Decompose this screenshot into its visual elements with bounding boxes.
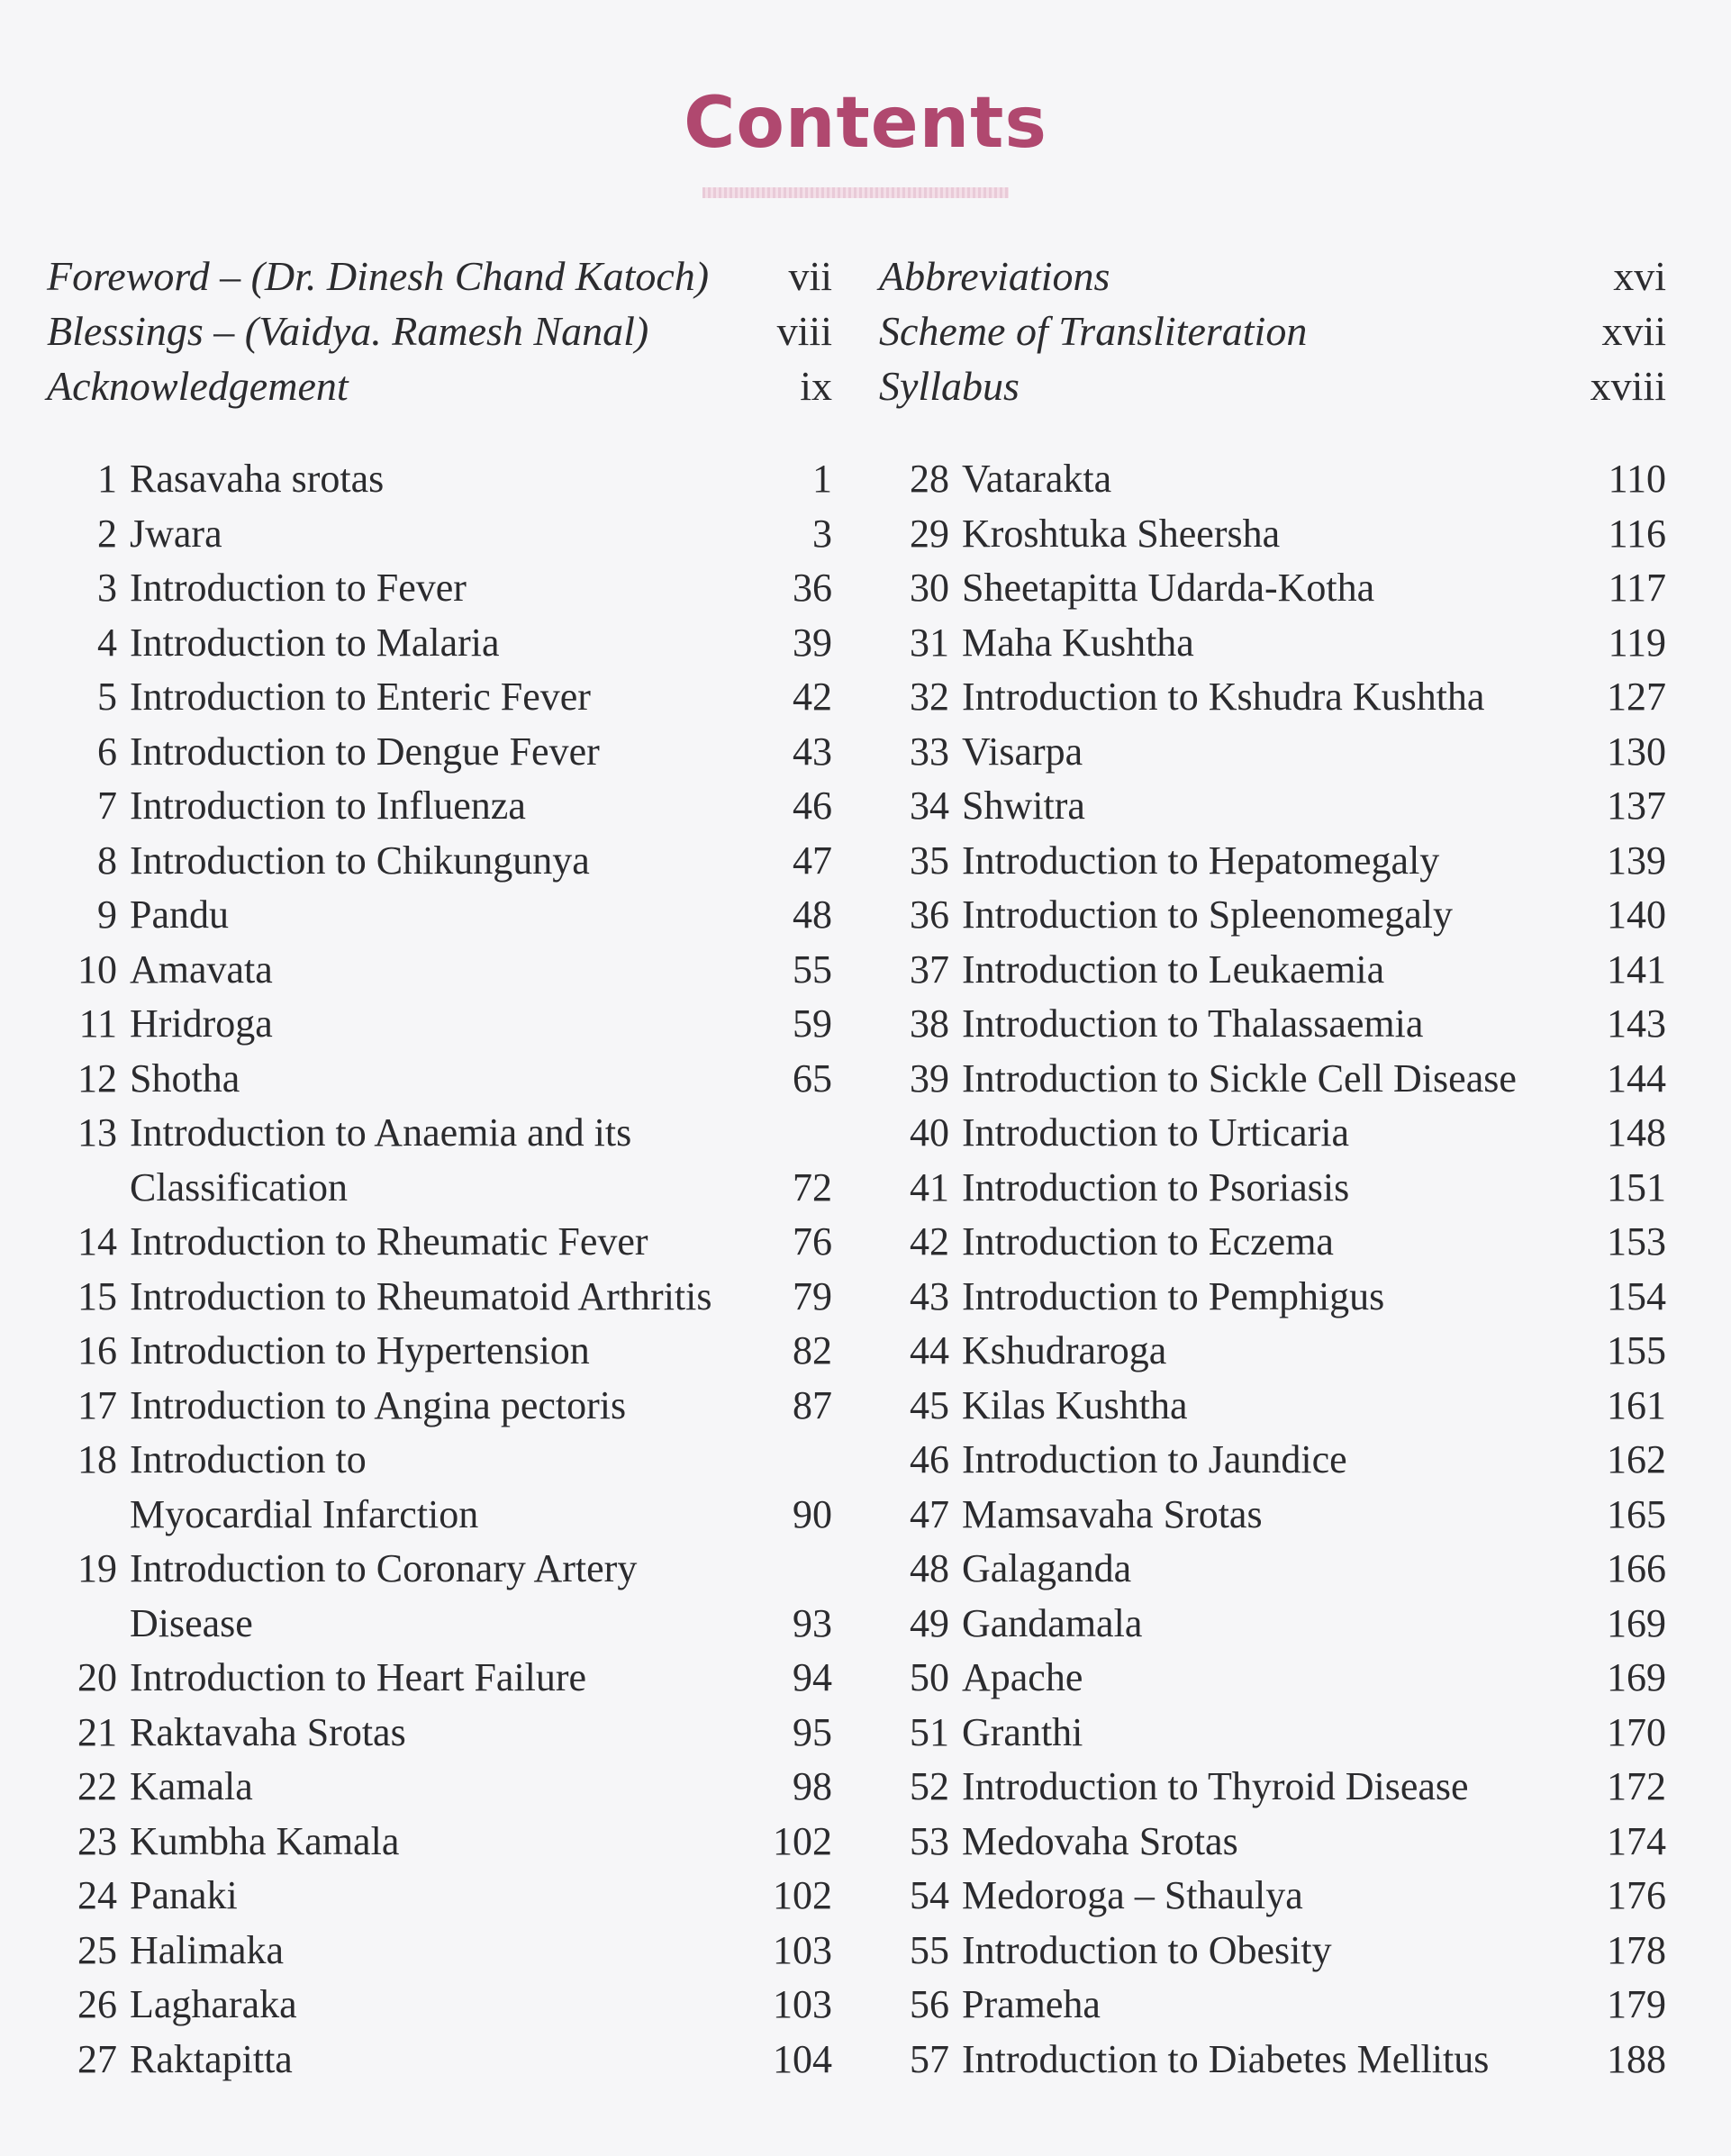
chapter-row — [879, 1760, 1666, 1815]
chapter-number: 29 — [910, 511, 949, 556]
chapter-page: 117 — [1608, 566, 1666, 610]
chapter-title: Introduction to Thyroid Disease — [962, 1764, 1469, 1808]
chapter-title: Maha Kushtha — [962, 620, 1194, 665]
chapter-page: 179 — [1607, 1982, 1666, 2026]
chapter-page: 130 — [1607, 729, 1666, 774]
entry-page: viii — [776, 308, 832, 354]
chapter-list-left — [47, 452, 832, 2087]
chapter-row — [47, 1651, 832, 1706]
chapter-row — [879, 561, 1666, 616]
chapter-title: Raktavaha Srotas — [130, 1709, 406, 1754]
chapter-page: 76 — [793, 1219, 832, 1264]
chapter-title: Pandu — [130, 892, 229, 937]
chapter-page: 90 — [793, 1491, 832, 1536]
chapter-title: Introduction to Rheumatoid Arthritis — [130, 1273, 712, 1318]
chapter-page: 169 — [1607, 1600, 1666, 1645]
entry-page: ix — [800, 363, 832, 409]
chapter-number: 17 — [77, 1382, 117, 1427]
chapter-page: 137 — [1607, 784, 1666, 828]
chapter-number: 22 — [77, 1764, 117, 1808]
chapter-number: 37 — [910, 947, 949, 992]
chapter-title: Introduction to Coronary Artery — [130, 1546, 638, 1590]
chapter-row-continuation — [47, 1597, 832, 1652]
chapter-page: 188 — [1607, 2036, 1666, 2081]
chapter-page: 55 — [793, 947, 832, 992]
chapter-number: 6 — [97, 729, 117, 774]
chapter-number: 31 — [910, 620, 949, 665]
chapter-title: Introduction to Psoriasis — [962, 1164, 1350, 1209]
entry-page: xvi — [1613, 253, 1666, 299]
chapter-number: 56 — [910, 1982, 949, 2026]
chapter-row — [879, 1869, 1666, 1924]
chapter-title: Prameha — [962, 1982, 1101, 2026]
chapter-page: 59 — [793, 1001, 832, 1046]
chapter-number: 19 — [77, 1546, 117, 1590]
chapter-page: 87 — [793, 1382, 832, 1427]
chapter-number: 23 — [77, 1818, 117, 1863]
chapter-page: 79 — [793, 1273, 832, 1318]
chapter-row — [47, 1978, 832, 2033]
chapter-row — [47, 997, 832, 1052]
chapter-row — [879, 1651, 1666, 1706]
chapter-row — [47, 1924, 832, 1979]
page-title: Contents — [684, 83, 1047, 164]
chapter-row — [879, 2033, 1666, 2088]
chapter-title: Introduction to Jaundice — [962, 1437, 1347, 1481]
chapter-row — [879, 725, 1666, 780]
chapter-title: Introduction to Hypertension — [130, 1328, 590, 1372]
chapter-page: 174 — [1607, 1818, 1666, 1863]
front-matter-left — [47, 252, 832, 417]
chapter-title: Galaganda — [962, 1546, 1132, 1590]
chapter-number: 42 — [910, 1219, 949, 1264]
chapter-title: Lagharaka — [130, 1982, 297, 2026]
entry-title: Acknowledgement — [47, 363, 349, 409]
chapter-row — [47, 1052, 832, 1107]
chapter-title: Introduction to Sickle Cell Disease — [962, 1055, 1517, 1101]
chapter-title: Introduction to Rheumatic Fever — [130, 1219, 648, 1264]
chapter-page: 42 — [793, 675, 832, 719]
chapter-row — [879, 1161, 1666, 1216]
chapter-title: Introduction to — [130, 1437, 367, 1481]
front-matter-entry — [879, 252, 1666, 307]
chapter-page: 102 — [773, 1873, 832, 1917]
chapter-page: 103 — [773, 1927, 832, 1972]
chapter-title: Introduction to Pemphigus — [962, 1273, 1385, 1318]
chapter-number: 28 — [910, 457, 949, 501]
chapter-number: 13 — [77, 1110, 117, 1155]
chapter-row — [879, 1379, 1666, 1434]
chapter-row — [47, 1869, 832, 1924]
entry-title: Blessings – (Vaidya. Ramesh Nanal) — [47, 308, 649, 354]
chapter-page: 36 — [793, 566, 832, 610]
chapter-title: Kroshtuka Sheersha — [962, 511, 1281, 556]
chapter-title: Introduction to Hepatomegaly — [962, 838, 1440, 883]
chapter-title: Vatarakta — [962, 457, 1112, 501]
chapter-number: 44 — [910, 1328, 949, 1372]
chapter-row — [47, 670, 832, 725]
chapter-row — [47, 616, 832, 671]
chapter-row — [47, 1706, 832, 1761]
chapter-number: 57 — [910, 2036, 949, 2081]
chapter-page: 72 — [793, 1164, 832, 1209]
chapter-number: 11 — [78, 1001, 117, 1046]
chapter-number: 30 — [910, 566, 949, 610]
chapter-number: 16 — [77, 1328, 117, 1372]
chapter-title: Introduction to Diabetes Mellitus — [962, 2036, 1490, 2081]
chapter-number: 38 — [910, 1001, 949, 1046]
chapter-row — [47, 452, 832, 507]
chapter-row — [47, 1106, 832, 1161]
chapter-row-continuation — [47, 1161, 832, 1216]
chapter-number: 27 — [77, 2036, 117, 2081]
chapter-number: 9 — [97, 892, 117, 937]
chapter-title: Rasavaha srotas — [130, 457, 385, 501]
chapter-number: 46 — [910, 1437, 949, 1481]
chapter-title: Visarpa — [962, 729, 1083, 774]
chapter-title: Introduction to Eczema — [962, 1219, 1334, 1264]
chapter-title: Sheetapitta Udarda-Kotha — [962, 566, 1375, 610]
chapter-row — [879, 1542, 1666, 1597]
chapter-title: Jwara — [130, 511, 222, 556]
chapter-page: 161 — [1607, 1382, 1666, 1427]
entry-title: Scheme of Transliteration — [879, 308, 1308, 354]
chapter-number: 7 — [97, 784, 117, 828]
chapter-title: Introduction to Leukaemia — [962, 947, 1385, 992]
chapter-number: 34 — [910, 784, 949, 828]
chapter-title: Kilas Kushtha — [962, 1382, 1188, 1427]
chapter-title: Introduction to Anaemia and its — [130, 1110, 632, 1155]
chapter-title: Introduction to Influenza — [130, 784, 526, 828]
chapter-number: 53 — [910, 1818, 949, 1863]
chapter-page: 93 — [793, 1600, 832, 1645]
chapter-row — [47, 1433, 832, 1488]
chapter-number: 3 — [97, 566, 117, 610]
chapter-title: Introduction to Kshudra Kushtha — [962, 675, 1485, 719]
chapter-page: 140 — [1607, 892, 1666, 937]
chapter-title: Classification — [130, 1164, 348, 1209]
chapter-number: 18 — [77, 1437, 117, 1481]
chapter-row — [879, 1215, 1666, 1270]
entry-title: Syllabus — [879, 363, 1020, 409]
front-matter-entry — [879, 307, 1666, 362]
chapter-row — [47, 943, 832, 998]
chapter-title: Amavata — [130, 947, 273, 992]
chapter-title: Mamsavaha Srotas — [962, 1491, 1263, 1536]
chapter-title: Introduction to Heart Failure — [130, 1655, 587, 1699]
chapter-title: Introduction to Fever — [130, 566, 467, 610]
chapter-row — [879, 1433, 1666, 1488]
chapter-row — [47, 2033, 832, 2088]
chapter-page: 143 — [1607, 1001, 1666, 1046]
title-underline — [702, 187, 1009, 198]
chapter-number: 39 — [910, 1055, 949, 1101]
chapter-page: 116 — [1608, 511, 1666, 556]
chapter-title: Shwitra — [962, 784, 1085, 828]
chapter-page: 144 — [1607, 1055, 1666, 1101]
chapter-row — [879, 943, 1666, 998]
chapter-page: 95 — [793, 1709, 832, 1754]
chapter-number: 25 — [77, 1927, 117, 1972]
chapter-title: Introduction to Urticaria — [962, 1110, 1350, 1155]
chapter-page: 82 — [793, 1328, 832, 1372]
chapter-title: Introduction to Spleenomegaly — [962, 892, 1453, 937]
chapter-page: 166 — [1607, 1546, 1666, 1590]
chapter-number: 4 — [97, 620, 117, 665]
chapter-page: 43 — [793, 729, 832, 774]
front-matter-entry — [47, 362, 832, 417]
chapter-title: Myocardial Infarction — [130, 1491, 479, 1536]
chapter-number: 49 — [910, 1600, 949, 1645]
chapter-row — [47, 1270, 832, 1325]
chapter-number: 45 — [910, 1382, 949, 1427]
chapter-page: 39 — [793, 620, 832, 665]
chapter-row — [879, 1270, 1666, 1325]
chapter-row — [879, 1924, 1666, 1979]
front-matter-entry — [879, 362, 1666, 417]
chapter-page: 165 — [1607, 1491, 1666, 1536]
chapter-number: 20 — [77, 1655, 117, 1699]
chapter-number: 2 — [97, 511, 117, 556]
chapter-row — [47, 507, 832, 562]
chapter-row — [47, 1324, 832, 1379]
chapter-number: 36 — [910, 892, 949, 937]
chapter-page: 102 — [773, 1818, 832, 1863]
chapter-row-continuation — [47, 1488, 832, 1543]
chapter-page: 178 — [1607, 1927, 1666, 1972]
chapter-title: Kamala — [130, 1764, 253, 1808]
chapter-title: Panaki — [130, 1873, 238, 1917]
chapter-row — [879, 1324, 1666, 1379]
chapter-page: 176 — [1607, 1873, 1666, 1917]
chapter-number: 48 — [910, 1546, 949, 1590]
chapter-row — [47, 1215, 832, 1270]
chapter-title: Kumbha Kamala — [130, 1818, 400, 1863]
chapter-row — [879, 670, 1666, 725]
chapter-number: 41 — [910, 1164, 949, 1209]
chapter-number: 33 — [910, 729, 949, 774]
entry-title: Abbreviations — [879, 253, 1110, 299]
front-matter-right — [879, 252, 1666, 417]
chapter-number: 52 — [910, 1764, 949, 1808]
chapter-number: 24 — [77, 1873, 117, 1917]
chapter-title: Gandamala — [962, 1600, 1143, 1645]
chapter-number: 10 — [77, 947, 117, 992]
chapter-row — [879, 834, 1666, 889]
chapter-list-right — [879, 452, 1666, 2087]
chapter-page: 170 — [1607, 1709, 1666, 1754]
chapter-number: 5 — [97, 675, 117, 719]
chapter-row — [47, 1760, 832, 1815]
chapter-page: 3 — [812, 511, 832, 556]
chapter-title: Kshudraroga — [962, 1328, 1167, 1372]
chapter-title: Medovaha Srotas — [962, 1818, 1238, 1863]
chapter-number: 21 — [77, 1709, 117, 1754]
chapter-page: 65 — [793, 1055, 832, 1101]
chapter-page: 153 — [1607, 1219, 1666, 1264]
chapter-row — [47, 1815, 832, 1870]
chapter-number: 50 — [910, 1655, 949, 1699]
chapter-number: 43 — [910, 1273, 949, 1318]
entry-page: xviii — [1590, 363, 1666, 409]
chapter-title: Introduction to Enteric Fever — [130, 675, 591, 719]
chapter-title: Raktapitta — [130, 2036, 293, 2081]
chapter-number: 15 — [77, 1273, 117, 1318]
chapter-row — [879, 1815, 1666, 1870]
chapter-page: 151 — [1607, 1164, 1666, 1209]
front-matter-entry — [47, 307, 832, 362]
chapter-title: Medoroga – Sthaulya — [962, 1873, 1303, 1917]
chapter-page: 1 — [812, 457, 832, 501]
chapter-row — [879, 1978, 1666, 2033]
chapter-page: 94 — [793, 1655, 832, 1699]
chapter-row — [47, 1542, 832, 1597]
chapter-title: Shotha — [130, 1055, 240, 1101]
chapter-title: Granthi — [962, 1709, 1083, 1754]
chapter-number: 54 — [910, 1873, 949, 1917]
chapter-row — [47, 725, 832, 780]
chapter-page: 110 — [1608, 457, 1666, 501]
chapter-row — [47, 561, 832, 616]
chapter-number: 35 — [910, 838, 949, 883]
chapter-title: Introduction to Malaria — [130, 620, 500, 665]
chapter-row — [879, 779, 1666, 834]
front-matter-entry — [47, 252, 832, 307]
chapter-row — [879, 452, 1666, 507]
chapter-row — [47, 834, 832, 889]
chapter-title: Introduction to Thalassaemia — [962, 1001, 1424, 1046]
chapter-number: 32 — [910, 675, 949, 719]
chapter-number: 1 — [97, 457, 117, 501]
chapter-title: Introduction to Obesity — [962, 1927, 1332, 1972]
chapter-row — [879, 1597, 1666, 1652]
chapter-row — [879, 997, 1666, 1052]
chapter-row — [879, 1706, 1666, 1761]
chapter-page: 98 — [793, 1764, 832, 1808]
chapter-title: Halimaka — [130, 1927, 285, 1972]
chapter-row — [879, 1488, 1666, 1543]
chapter-number: 40 — [910, 1110, 949, 1155]
chapter-page: 155 — [1607, 1328, 1666, 1372]
chapter-page: 48 — [793, 892, 832, 937]
chapter-page: 103 — [773, 1982, 832, 2026]
chapter-page: 104 — [773, 2036, 832, 2081]
chapter-title: Apache — [962, 1655, 1083, 1699]
chapter-row — [47, 1379, 832, 1434]
chapter-title: Introduction to Angina pectoris — [130, 1382, 627, 1427]
chapter-row — [47, 888, 832, 943]
entry-title: Foreword – (Dr. Dinesh Chand Katoch) — [47, 253, 710, 299]
chapter-page: 139 — [1607, 838, 1666, 883]
chapter-number: 14 — [77, 1219, 117, 1264]
chapter-row — [47, 779, 832, 834]
chapter-number: 26 — [77, 1982, 117, 2026]
chapter-title: Introduction to Chikungunya — [130, 838, 590, 883]
chapter-title: Introduction to Dengue Fever — [130, 729, 600, 774]
chapter-number: 55 — [910, 1927, 949, 1972]
chapter-number: 47 — [910, 1491, 949, 1536]
entry-page: xvii — [1601, 308, 1666, 354]
chapter-page: 141 — [1607, 947, 1666, 992]
chapter-page: 162 — [1607, 1437, 1666, 1481]
chapter-row — [879, 1052, 1666, 1107]
chapter-number: 12 — [77, 1055, 117, 1101]
chapter-row — [879, 507, 1666, 562]
chapter-page: 154 — [1607, 1273, 1666, 1318]
chapter-number: 8 — [97, 838, 117, 883]
chapter-row — [879, 1106, 1666, 1161]
entry-page: vii — [788, 253, 832, 299]
chapter-row — [879, 616, 1666, 671]
chapter-page: 119 — [1608, 620, 1666, 665]
chapter-page: 47 — [793, 838, 832, 883]
chapter-page: 172 — [1607, 1764, 1666, 1808]
chapter-title: Hridroga — [130, 1001, 273, 1046]
chapter-title: Disease — [130, 1600, 253, 1645]
chapter-page: 169 — [1607, 1655, 1666, 1699]
chapter-row — [879, 888, 1666, 943]
chapter-number: 51 — [910, 1709, 949, 1754]
chapter-page: 148 — [1607, 1110, 1666, 1155]
chapter-page: 127 — [1607, 675, 1666, 719]
chapter-page: 46 — [793, 784, 832, 828]
